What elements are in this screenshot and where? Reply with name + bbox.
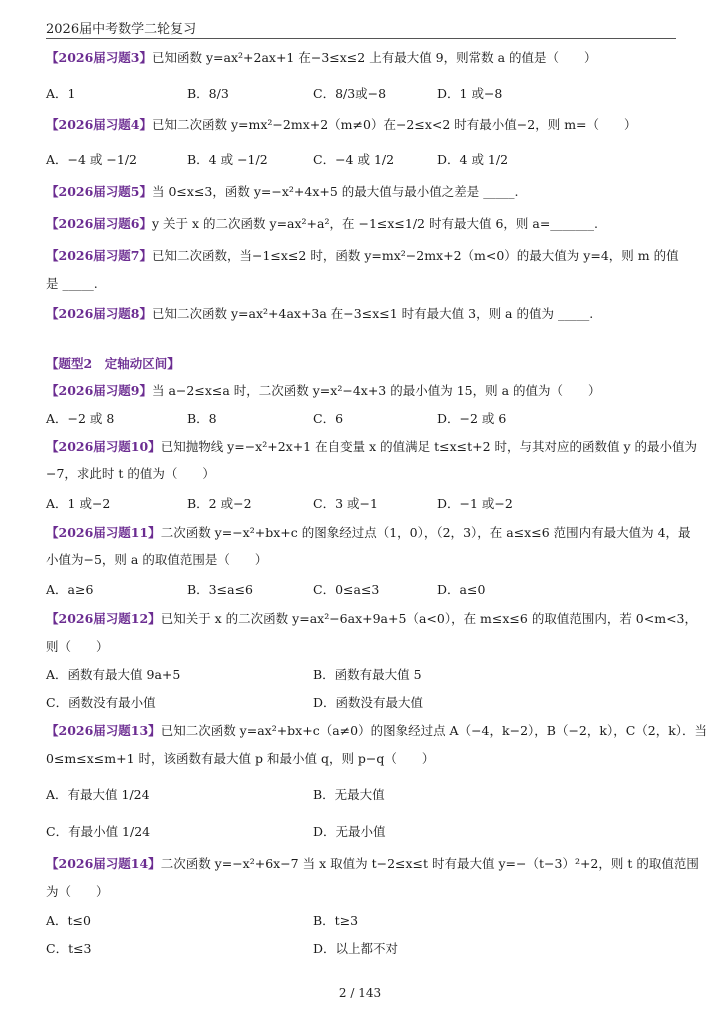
- question-text: 二次函数 y=−x²+bx+c 的图象经过点（1，0），（2，3），在 a≤x≤6 范围内有最大值为 4，最: [160, 525, 691, 540]
- question-text: 当 0≤x≤3，函数 y=−x²+4x+5 的最大值与最小值之差是 _____.: [152, 184, 519, 199]
- option-d: D．以上都不对: [313, 941, 399, 956]
- question-tag: 【2026届习题9】: [46, 383, 152, 398]
- question-tag: 【2026届习题11】: [46, 525, 161, 540]
- question-14-cont: 为（ ）: [46, 884, 109, 899]
- question-5: [46, 184, 519, 200]
- question-13: [46, 723, 707, 739]
- option-b: B．4 或 −1/2: [187, 152, 268, 167]
- option-c: C．t≤3: [46, 941, 92, 956]
- question-12: [46, 611, 697, 627]
- option-a: A．−4 或 −1/2: [46, 152, 137, 167]
- page-number: 2 / 143: [338, 986, 382, 1000]
- question-11: [46, 525, 691, 541]
- option-c: C．函数没有最小值: [46, 695, 156, 710]
- question-tag: 【2026届习题13】: [46, 723, 161, 738]
- question-tag: 【2026届习题12】: [46, 611, 161, 626]
- question-10: [46, 439, 697, 455]
- question-tag: 【2026届习题7】: [46, 248, 152, 263]
- question-text: 已知二次函数 y=ax²+4ax+3a 在−3≤x≤1 时有最大值 3，则 a 的值为 _____.: [152, 306, 594, 321]
- option-d: D．函数没有最大值: [313, 695, 424, 710]
- option-b: B．8/3: [187, 86, 229, 101]
- option-b: B．3≤a≤6: [187, 582, 253, 597]
- question-14: [46, 856, 699, 872]
- question-10-cont: −7，求此时 t 的值为（ ）: [46, 466, 215, 481]
- option-b: B．函数有最大值 5: [313, 667, 422, 682]
- question-text: 已知抛物线 y=−x²+2x+1 在自变量 x 的值满足 t≤x≤t+2 时，与其对应的函数值 y 的最小值为: [160, 439, 698, 454]
- question-7: [46, 248, 679, 264]
- question-text: 当 a−2≤x≤a 时，二次函数 y=x²−4x+3 的最小值为 15，则 a 的值为（ ）: [152, 383, 601, 398]
- question-tag: 【2026届习题4】: [46, 117, 152, 132]
- option-a: A．1: [46, 86, 76, 101]
- option-c: C．6: [313, 411, 344, 426]
- option-d: D．1 或−8: [437, 86, 503, 101]
- option-a: A．−2 或 8: [46, 411, 115, 426]
- question-3: [46, 50, 597, 66]
- question-7-cont: 是 _____.: [46, 276, 98, 291]
- question-tag: 【2026届习题3】: [46, 50, 152, 65]
- option-c: C．0≤a≤3: [313, 582, 380, 597]
- question-text: 已知二次函数 y=ax²+bx+c（a≠0）的图象经过点 A（−4，k−2），B（−2，k），C（2，k）．当: [160, 723, 708, 738]
- question-tag: 【2026届习题5】: [46, 184, 152, 199]
- question-text: 已知二次函数 y=mx²−2mx+2（m≠0）在−2≤x<2 时有最小值−2，则 m=（ ）: [152, 117, 637, 132]
- option-a: A．a≥6: [46, 582, 94, 597]
- option-c: C．3 或−1: [313, 496, 378, 511]
- question-4: [46, 117, 637, 133]
- question-tag: 【2026届习题6】: [46, 216, 152, 231]
- option-c: C．−4 或 1/2: [313, 152, 395, 167]
- question-tag: 【2026届习题8】: [46, 306, 152, 321]
- option-c: C．8/3或−8: [313, 86, 387, 101]
- option-a: A．t≤0: [46, 913, 91, 928]
- option-b: B．t≥3: [313, 913, 359, 928]
- question-12-cont: 则（ ）: [46, 639, 109, 654]
- header-title: 2026届中考数学二轮复习: [46, 22, 197, 37]
- question-13-cont: 0≤m≤x≤m+1 时，该函数有最大值 p 和最小值 q，则 p−q（ ）: [46, 751, 435, 766]
- option-a: A．1 或−2: [46, 496, 111, 511]
- question-tag: 【2026届习题14】: [46, 856, 161, 871]
- question-9: [46, 383, 601, 399]
- page-header: [46, 12, 676, 39]
- option-a: A．有最大值 1/24: [46, 787, 150, 802]
- question-tag: 【2026届习题10】: [46, 439, 161, 454]
- question-text: 已知关于 x 的二次函数 y=ax²−6ax+9a+5（a<0），在 m≤x≤6 的取值范围内，若 0<m<3，: [160, 611, 697, 626]
- section-title: 【题型2 定轴动区间】: [46, 356, 180, 371]
- question-text: y 关于 x 的二次函数 y=ax²+a²，在 −1≤x≤1/2 时有最大值 6，则 a=_______.: [152, 216, 599, 231]
- option-a: A．函数有最大值 9a+5: [46, 667, 181, 682]
- option-d: D．4 或 1/2: [437, 152, 509, 167]
- option-b: B．8: [187, 411, 217, 426]
- option-d: D．−1 或−2: [437, 496, 513, 511]
- question-11-cont: 小值为−5，则 a 的取值范围是（ ）: [46, 552, 268, 567]
- question-8: [46, 306, 593, 322]
- option-b: B．无最大值: [313, 787, 385, 802]
- question-text: 已知函数 y=ax²+2ax+1 在−3≤x≤2 上有最大值 9，则常数 a 的值是（ ）: [152, 50, 597, 65]
- option-b: B．2 或−2: [187, 496, 252, 511]
- option-d: D．−2 或 6: [437, 411, 507, 426]
- question-text: 已知二次函数，当−1≤x≤2 时，函数 y=mx²−2mx+2（m<0）的最大值为 y=4，则 m 的值: [152, 248, 679, 263]
- option-d: D．a≤0: [437, 582, 486, 597]
- question-6: [46, 216, 598, 232]
- option-c: C．有最小值 1/24: [46, 824, 151, 839]
- question-text: 二次函数 y=−x²+6x−7 当 x 取值为 t−2≤x≤t 时有最大值 y=−（t−3）²+2，则 t 的取值范围: [160, 856, 699, 871]
- option-d: D．无最小值: [313, 824, 386, 839]
